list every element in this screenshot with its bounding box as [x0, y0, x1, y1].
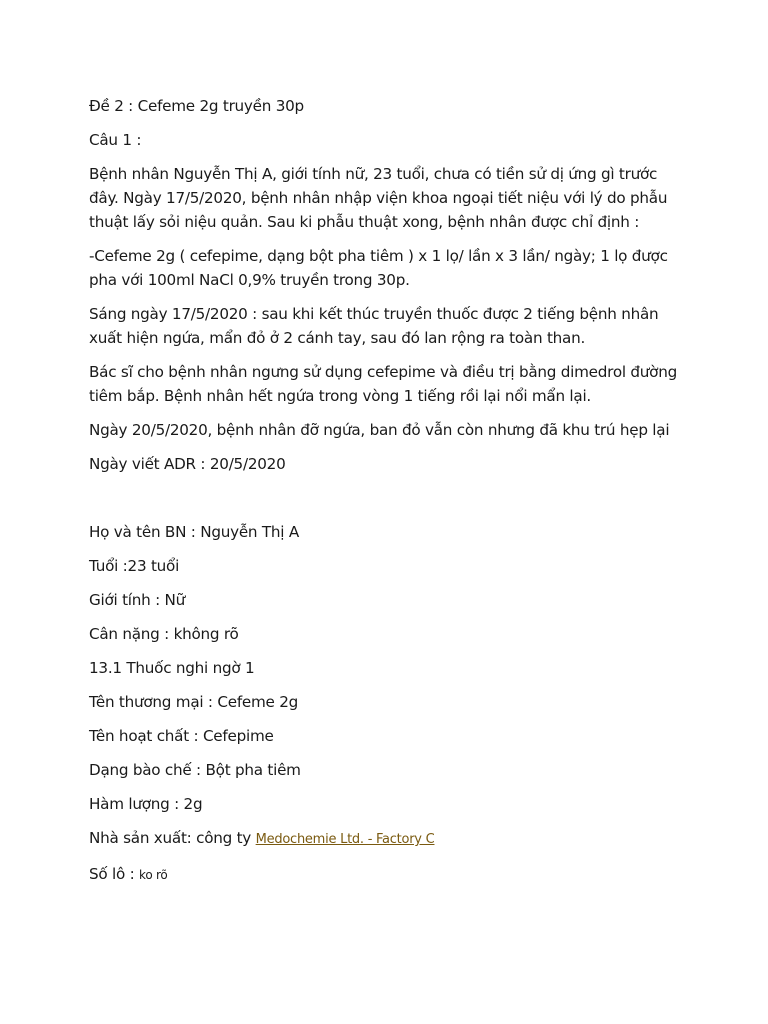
manufacturer-label: Nhà sản xuất: công ty	[89, 829, 256, 847]
manufacturer-field	[89, 826, 684, 852]
lot-label: Số lô :	[89, 865, 140, 883]
sex-field: Giới tính : Nữ	[89, 591, 186, 609]
patient-name-field: Họ và tên BN : Nguyễn Thị A	[89, 523, 299, 541]
adr-date: Ngày viết ADR : 20/5/2020	[89, 455, 286, 473]
case-paragraph-3: Sáng ngày 17/5/2020 : sau khi kết thúc truyền thuốc được 2 tiếng bệnh nhân xuất hiện ngứa, mẩn đỏ ở 2 cánh tay, sau đó lan rộng ra toàn than.	[89, 305, 659, 347]
suspect-drug-heading: 13.1 Thuốc nghi ngờ 1	[89, 659, 255, 677]
question-label: Câu 1 :	[89, 131, 142, 149]
weight-field: Cân nặng : không rõ	[89, 625, 239, 643]
case-paragraph-4: Bác sĩ cho bệnh nhân ngưng sử dụng cefepime và điều trị bằng dimedrol đường tiêm bắp. Bệnh nhân hết ngứa trong vòng 1 tiếng rồi lại nổi mẩn lại.	[89, 363, 677, 405]
dosage-form-field: Dạng bào chế : Bột pha tiêm	[89, 761, 301, 779]
case-paragraph-2: -Cefeme 2g ( cefepime, dạng bột pha tiêm ) x 1 lọ/ lần x 3 lần/ ngày; 1 lọ được pha với 100ml NaCl 0,9% truyền trong 30p.	[89, 247, 668, 289]
blank-line	[89, 486, 684, 520]
strength-field: Hàm lượng : 2g	[89, 795, 203, 813]
case-paragraph-1: Bệnh nhân Nguyễn Thị A, giới tính nữ, 23 tuổi, chưa có tiền sử dị ứng gì trước đây. Ngày 17/5/2020, bệnh nhân nhập viện khoa ngoại tiết niệu với lý do phẫu thuật lấy sỏi niệu quản. Sau ki phẫu thuật xong, bệnh nhân được chỉ định :	[89, 165, 668, 231]
trade-name-field: Tên thương mại : Cefeme 2g	[89, 693, 299, 711]
active-ingredient-field: Tên hoạt chất : Cefepime	[89, 727, 274, 745]
age-field: Tuổi :23 tuổi	[89, 557, 180, 575]
manufacturer-link[interactable]: Medochemie Ltd. - Factory C	[255, 832, 435, 847]
document-heading: Đề 2 : Cefeme 2g truyền 30p	[89, 97, 304, 115]
lot-value: ko rõ	[139, 868, 168, 882]
case-paragraph-5: Ngày 20/5/2020, bệnh nhân đỡ ngứa, ban đỏ vẫn còn nhưng đã khu trú hẹp lại	[89, 421, 670, 439]
lot-field	[89, 862, 684, 887]
